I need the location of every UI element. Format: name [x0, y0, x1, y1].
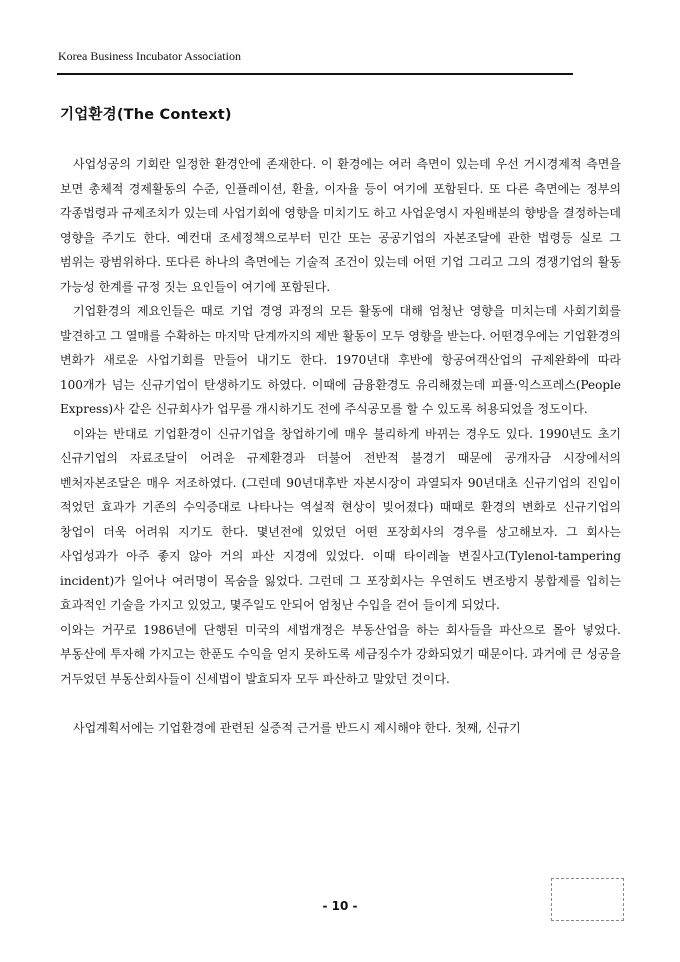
paragraph-4: 이와는 거꾸로 1986년에 단행된 미국의 세법개정은 부동산업을 하는 회사들을 파산으로 몰아 넣었다. 부동산에 투자해 가지고는 한푼도 수익을 얻지 못하도록 세금징수가 강화되었기 때문이다. 과거에 큰 성공을 거두었던 부동산회사들이 신세법이 발효되자 모두 파산하고 말았던 것이다. [60, 622, 621, 686]
section-title: 기업환경(The Context) [60, 107, 232, 123]
paragraph-2: 기업환경의 제요인들은 때로 기업 경영 과정의 모든 활동에 대해 엄청난 영향을 미치는데 사회기회를 발견하고 그 열매를 수확하는 마지막 단계까지의 제반 활동이 모두 영향을 받는다. 어떤경우에는 기업환경의 변화가 새로운 사업기회를 만들어 내기도 한다. 1970년대 후반에 항공여객산업의 규제완화에 따라 100개가 넘는 신규기업이 탄생하기도 하였다. 이때에 금융환경도 유리해졌는데 피플·익스프레스(People Express)사 같은 신규회사가 업무를 개시하기도 전에 주식공모를 할 수 있도록 허용되었을 정도이다. [60, 304, 621, 416]
paragraph-1: 사업성공의 기회란 일정한 환경안에 존재한다. 이 환경에는 여러 측면이 있는데 우선 거시경제적 측면을 보면 총체적 경제활동의 수준, 인플레이션, 환율, 이자율 등이 여기에 포함된다. 또 다른 측면에는 정부의 각종법령과 규제조치가 있는데 사업기회에 영향을 미치기도 하고 사업운영시 자원배분의 향방을 결정하는데 영향을 주기도 한다. 예컨대 조세정책으로부터 민간 또는 공공기업의 자본조달에 관한 법령등 실로 그 범위는 광범위하다. 또다른 하나의 측면에는 기술적 조건이 있는데 어떤 기업 그리고 그의 경쟁기업의 활동 가능성 한계를 규정 짓는 요인들이 여기에 포함된다. [60, 157, 621, 294]
paragraph-3: 이와는 반대로 기업환경이 신규기업을 창업하기에 매우 불리하게 바뀌는 경우도 있다. 1990년도 초기 신규기업의 자료조달이 어려운 규제환경과 더불어 전반적 불경기 때문에 공개자금 시장에서의 벤처자본조달은 매우 저조하였다. (그런데 90년대후반 자본시장이 과열되자 90년대초 신규기업의 진입이 적었던 효과가 기존의 수익증대로 나타나는 역설적 현상이 빚어졌다) 때때로 환경의 변화로 신규기업의 창업이 더욱 어려워 지기도 한다. 몇년전에 있었던 어떤 포장회사의 경우를 상고해보자. 그 회사는 사업성과가 아주 좋지 않아 거의 파산 지경에 있었다. 이때 타이레놀 변질사고(Tylenol-tampering incident)가 일어나 여러명이 목숨을 잃었다. 그런데 그 포장회사는 우연히도 변조방지 봉합제를 입히는 효과적인 기술을 가지고 있었고, 몇주일도 안되어 엄청난 수입을 걷어 들이게 되었다. [60, 426, 621, 612]
paragraph-spacer [60, 691, 621, 716]
paragraph-5: 사업계획서에는 기업환경에 관련된 실증적 근거를 반드시 제시해야 한다. 첫째, 신규기 [73, 720, 521, 735]
running-header: Korea Business Incubator Association [58, 49, 241, 63]
stamp-box [551, 878, 624, 921]
header-divider [57, 73, 573, 75]
page-number: - 10 - [322, 899, 358, 913]
body-text [60, 152, 621, 740]
